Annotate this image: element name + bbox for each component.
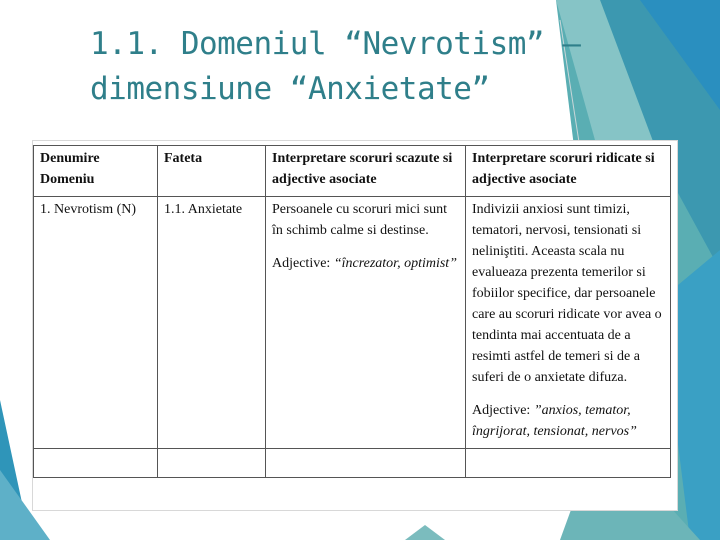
cell-domain: 1. Nevrotism (N) [34,197,158,449]
header-low-scores: Interpretare scoruri scazute si adjective asociate [266,146,466,197]
decor-bottom-mark [405,525,445,540]
high-scores-text: Indivizii anxiosi sunt timizi, tematori, nervosi, tensionati si neliniştiti. Aceasta scala nu evalueaza prezenta temerilor si fobiilor specifice, dar persoanele care au scoruri ridicate vor avea o tendinta mai accentuata de a resimti astfel de temeri si de a suferi de o anxietate difuza. [472,202,662,385]
cell-cut-4 [466,449,671,478]
high-adjectives-values: ”anxios, temator, îngrijorat, tensionat, nervos” [472,403,637,439]
cell-facet: 1.1. Anxietate [158,197,266,449]
low-scores-text: Persoanele cu scoruri mici sunt în schimb calme si destinse. [272,202,447,238]
slide-title-line-2: dimensiune “Anxietate” [90,71,490,107]
header-facet: Fateta [158,146,266,197]
low-scores-adjectives [272,253,461,274]
table-image [33,141,677,510]
cell-cut-2 [158,449,266,478]
header-domain: Denumire Domeniu [34,146,158,197]
table-row [34,197,671,449]
high-adjectives-label: Adjective: [472,403,534,418]
low-adjectives-label: Adjective: [272,256,334,271]
slide-title [90,22,590,112]
cell-low-scores [266,197,466,449]
cell-cut-1 [34,449,158,478]
facet-table [33,145,671,478]
table-row-cut-off [34,449,671,478]
high-scores-adjectives [472,400,666,442]
low-adjectives-values: “încrezator, optimist” [333,256,457,271]
table-header-row [34,146,671,197]
cell-high-scores [466,197,671,449]
slide-title-line-1: 1.1. Domeniul “Nevrotism” – [90,26,581,62]
cell-cut-3 [266,449,466,478]
header-high-scores: Interpretare scoruri ridicate si adjective asociate [466,146,671,197]
